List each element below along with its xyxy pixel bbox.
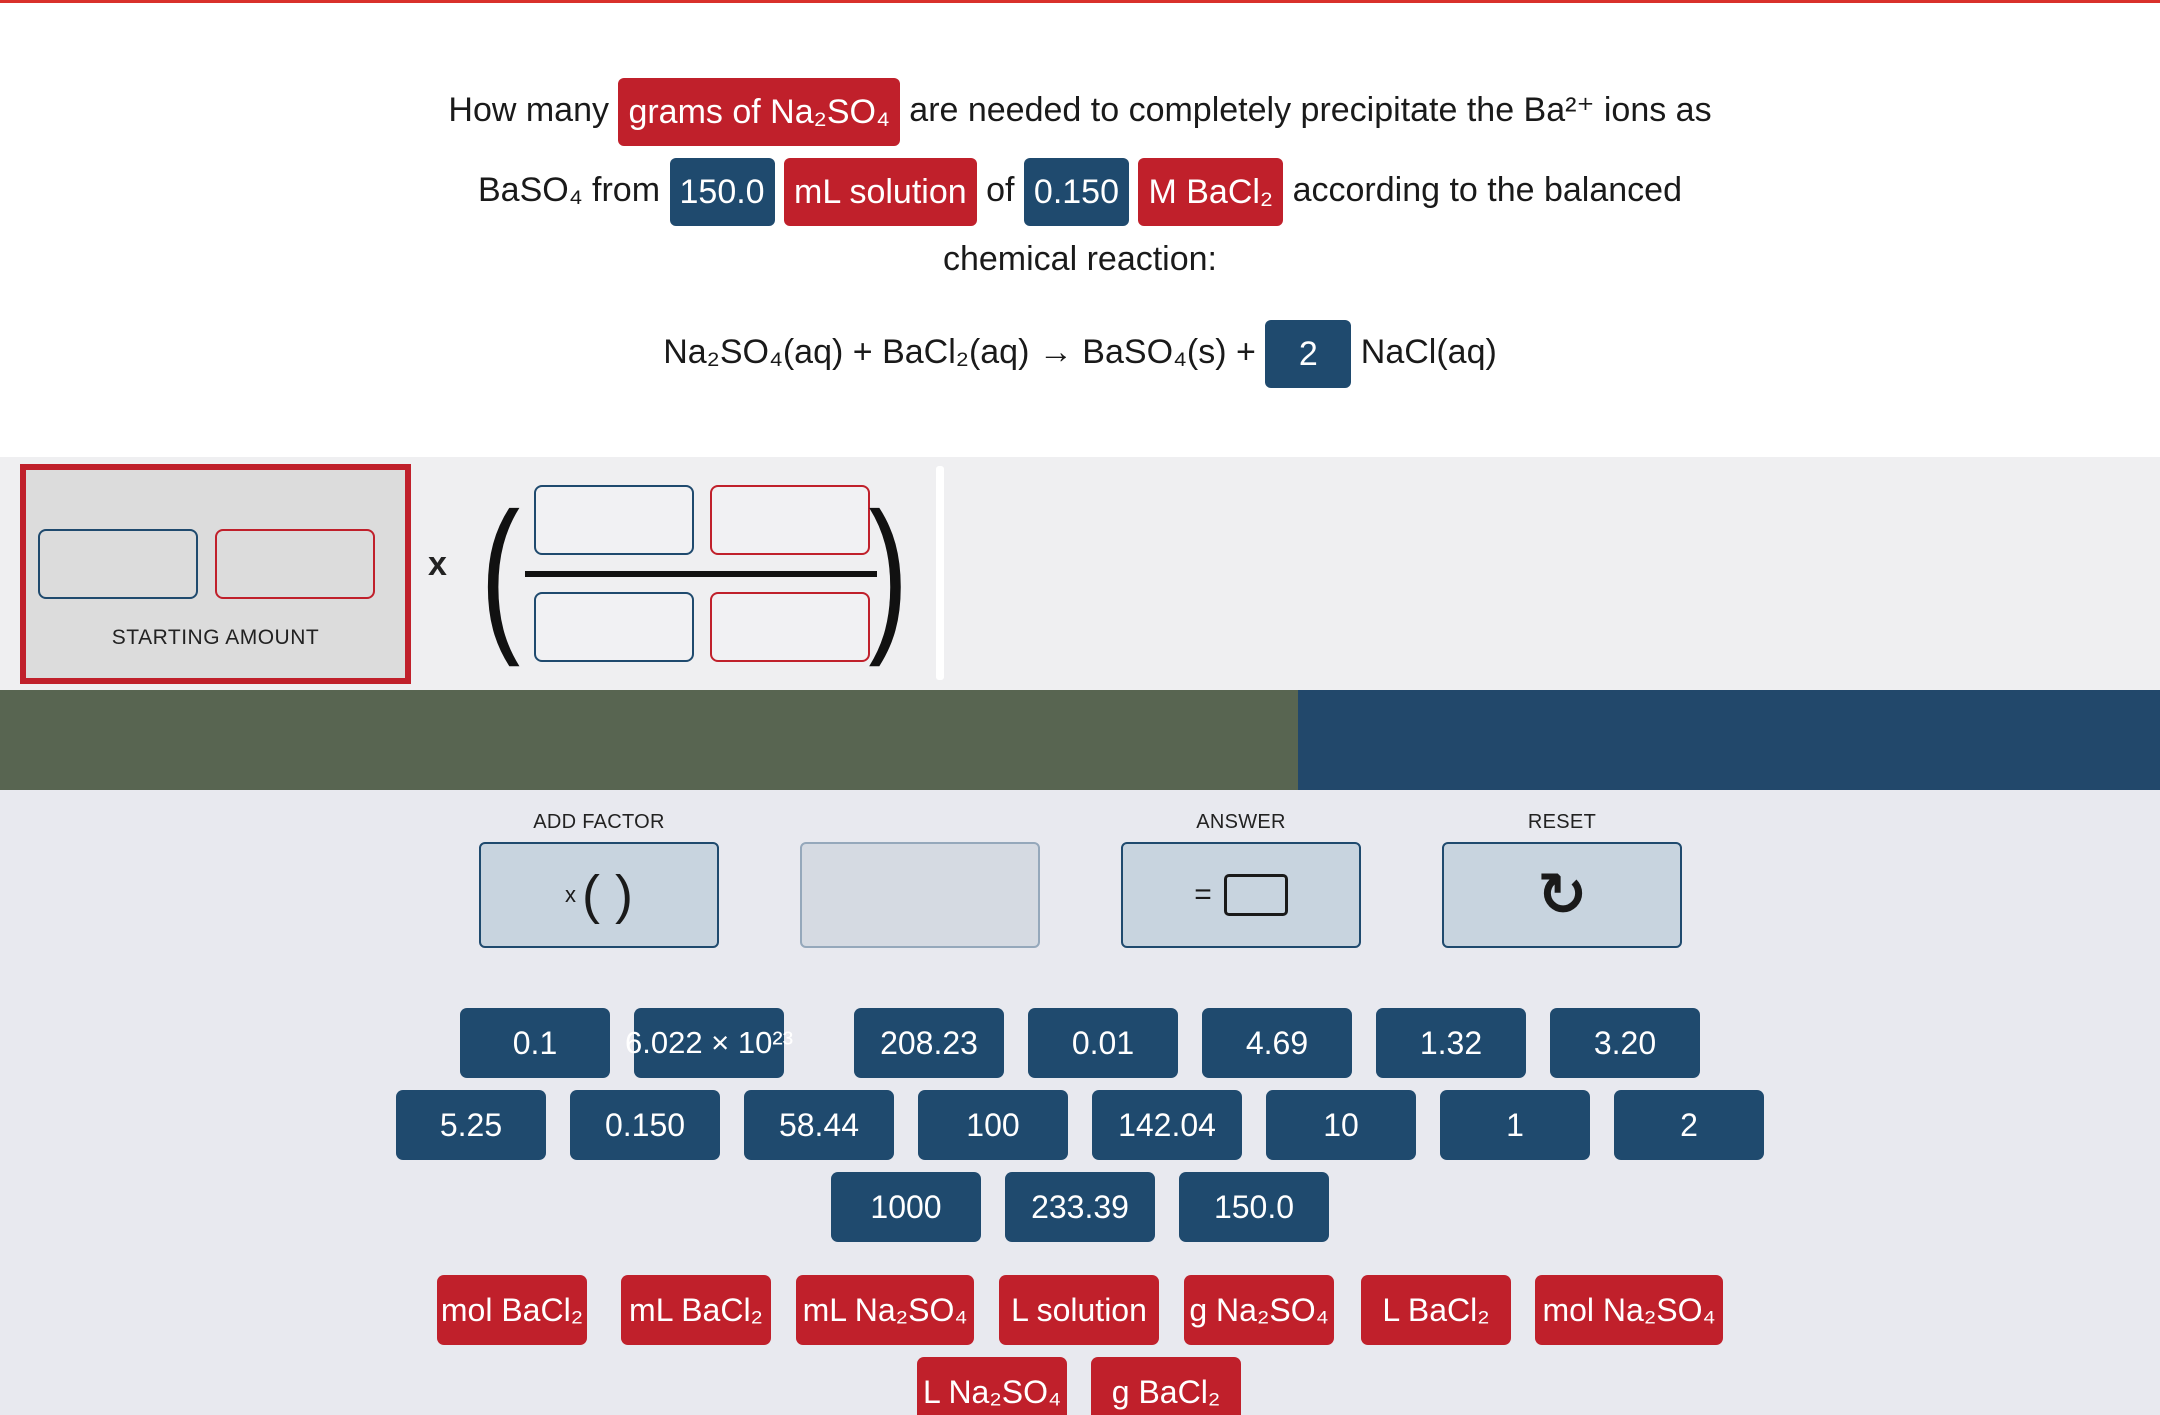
number-tile[interactable]: 1000 [831, 1172, 981, 1242]
add-factor-button[interactable] [479, 842, 719, 948]
status-band-right [1298, 690, 2160, 790]
numerator-unit-slot[interactable] [710, 485, 870, 555]
reset-button[interactable] [1442, 842, 1682, 948]
unit-tile[interactable]: mol BaCl₂ [437, 1275, 587, 1345]
question-text: of [986, 171, 1015, 209]
left-parenthesis: ( [480, 478, 521, 668]
answer-box-icon [1224, 874, 1288, 916]
number-tile[interactable]: 0.150 [570, 1090, 720, 1160]
answer-label: ANSWER [1196, 811, 1286, 833]
question-text: according to the balanced [1292, 171, 1682, 209]
coefficient-chip: 2 [1265, 320, 1351, 388]
chemical-equation [0, 317, 2160, 388]
number-tile[interactable]: 58.44 [744, 1090, 894, 1160]
equals-sign: = [1194, 878, 1212, 911]
question-text: BaSO₄ from [478, 171, 661, 209]
add-factor-label: ADD FACTOR [533, 811, 665, 833]
number-tile[interactable]: 4.69 [1202, 1008, 1352, 1078]
number-tile[interactable]: 1 [1440, 1090, 1590, 1160]
parentheses-icon: ( ) [582, 865, 633, 925]
question-line-2 [0, 155, 2160, 226]
number-tile[interactable]: 3.20 [1550, 1008, 1700, 1078]
question-text: chemical reaction: [942, 240, 1217, 278]
unit-tile[interactable]: mol Na₂SO₄ [1535, 1275, 1723, 1345]
top-accent-line [0, 0, 2160, 3]
unit-tile[interactable]: g Na₂SO₄ [1184, 1275, 1334, 1345]
number-tile[interactable]: 0.1 [460, 1008, 610, 1078]
number-tile[interactable]: 2 [1614, 1090, 1764, 1160]
number-tile[interactable]: 1.32 [1376, 1008, 1526, 1078]
right-parenthesis: ) [868, 478, 909, 668]
concentration-unit-chip: M BaCl₂ [1138, 158, 1283, 226]
numerator-value-slot[interactable] [534, 485, 694, 555]
question-line-1 [0, 75, 2160, 146]
number-tile[interactable]: 208.23 [854, 1008, 1004, 1078]
number-tile[interactable]: 0.01 [1028, 1008, 1178, 1078]
unit-tile[interactable]: L solution [999, 1275, 1159, 1345]
given-unit-chip: mL solution [784, 158, 977, 226]
unit-tile[interactable]: mL Na₂SO₄ [796, 1275, 974, 1345]
unit-tile[interactable]: L Na₂SO₄ [917, 1357, 1067, 1415]
starting-value-slot[interactable] [38, 529, 198, 599]
number-tile[interactable]: 10 [1266, 1090, 1416, 1160]
question-line-3 [0, 224, 2160, 294]
given-value-chip: 150.0 [670, 158, 775, 226]
number-tile[interactable]: 100 [918, 1090, 1068, 1160]
equation-text: Na₂SO₄(aq) + BaCl₂(aq) → BaSO₄(s) + [663, 333, 1256, 371]
unit-tile[interactable]: g BaCl₂ [1091, 1357, 1241, 1415]
undo-icon: ↺ [1536, 861, 1588, 928]
starting-amount-panel [20, 464, 411, 684]
number-tile[interactable]: 142.04 [1092, 1090, 1242, 1160]
starting-amount-label: STARTING AMOUNT [111, 626, 320, 649]
fraction-bar [525, 571, 877, 577]
number-tile[interactable]: 6.022 × 10²³ [634, 1008, 784, 1078]
number-tile[interactable]: 5.25 [396, 1090, 546, 1160]
equation-text: NaCl(aq) [1360, 333, 1497, 371]
empty-control-button[interactable] [800, 842, 1040, 948]
status-band-left [0, 690, 1298, 790]
question-text: How many [448, 91, 609, 129]
concentration-value-chip: 0.150 [1024, 158, 1129, 226]
target-unit-chip: grams of Na₂SO₄ [618, 78, 899, 146]
workspace-divider [936, 466, 944, 680]
denominator-value-slot[interactable] [534, 592, 694, 662]
unit-tile[interactable]: L BaCl₂ [1361, 1275, 1511, 1345]
multiply-sign: x [428, 545, 447, 583]
reset-label: RESET [1527, 811, 1597, 833]
starting-unit-slot[interactable] [215, 529, 375, 599]
question-text: are needed to completely precipitate the Ba²⁺ ions as [909, 91, 1712, 129]
number-tile[interactable]: 150.0 [1179, 1172, 1329, 1242]
add-factor-times: x [565, 882, 577, 907]
number-tile[interactable]: 233.39 [1005, 1172, 1155, 1242]
denominator-unit-slot[interactable] [710, 592, 870, 662]
answer-button[interactable] [1121, 842, 1361, 948]
unit-tile[interactable]: mL BaCl₂ [621, 1275, 771, 1345]
